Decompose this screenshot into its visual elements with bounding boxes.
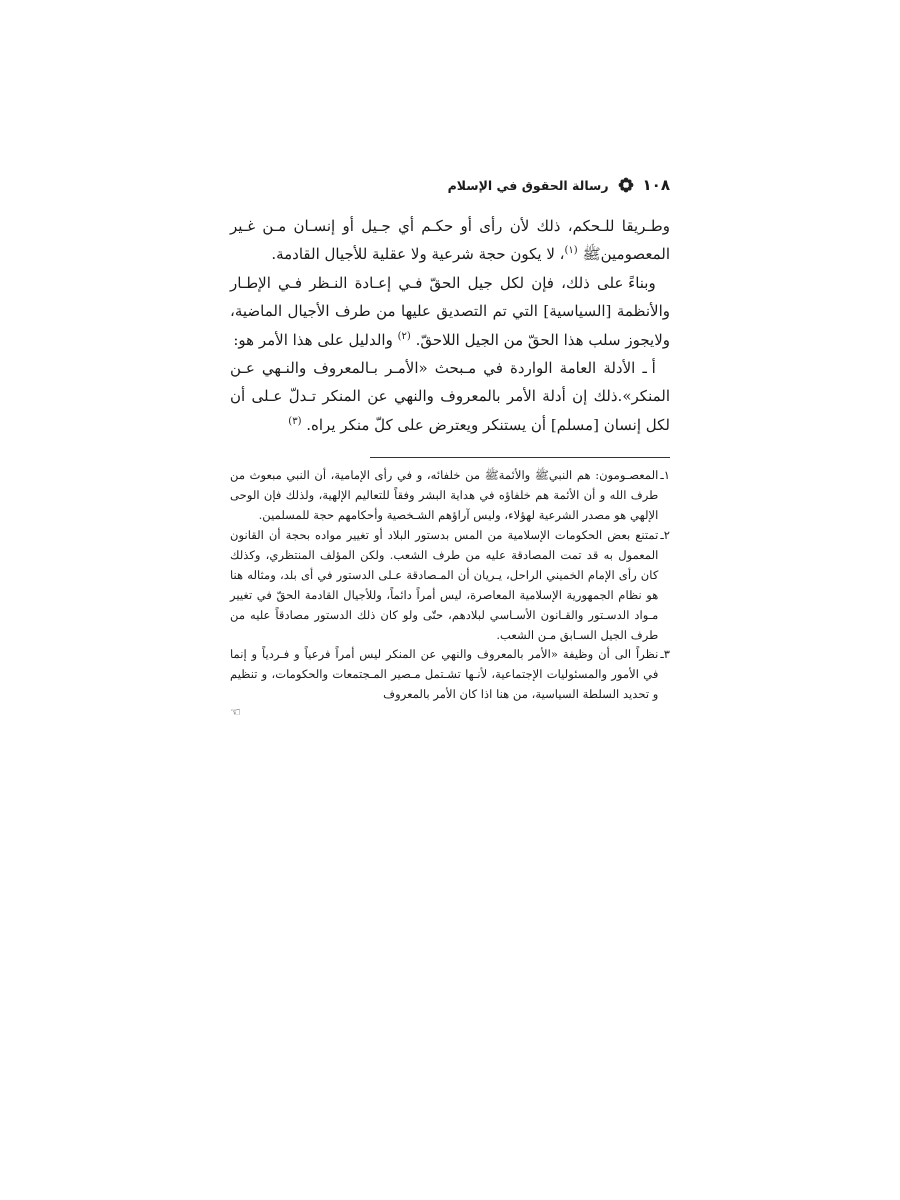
paragraph-text-continued: ، لا يكون حجة شرعية ولا عقلية للأجيال القادمة. [271, 245, 565, 264]
paragraph [230, 269, 670, 354]
page-number: ١٠٨ [642, 176, 670, 194]
footnote-text: تمتنع بعض الحكومات الإسلامية من المس بدستور البلاد أو تغيير مواده بحجة أن القانون المعمول به قد تمت المصادقة عليه من طرف الشعب. ولكن المؤلف المنتظري، وكذلك كان رأى الإمام الخميني الراحل، يـريان أن المـصادقة عـلى الدستور في أى بلد، ومثاله هنا هو نظام الجمهورية الإسلامية المعاصرة، ليس أمراً دائماً، وللأجيال القادمة الحقّ في تغيير مـواد الدسـتور والقـانون الأسـاسي لبلادهم، حتّى ولو كان ذلك الدستور مصادقاً عليه من طرف الجيل السـابق مـن الشعب. [230, 527, 659, 642]
footnotes [230, 466, 670, 719]
footnote-ref[interactable]: (٣) [288, 415, 302, 427]
footnote-number: ٢ـ [660, 527, 670, 542]
footnote-divider [370, 457, 670, 458]
running-header [230, 170, 670, 200]
honorific-mark: ﷺ [582, 245, 601, 264]
book-page [230, 170, 670, 719]
footnote-text: نظراً الى أن وظيفة «الأمر بالمعروف والنهي عن المنكر ليس أمراً فرعياً و فـردياً و إنما في الأمور والمسئوليات الإجتماعية، لأنـها تشـتمل مـصير المـجتمعات والحكومات، و تنظيم و تحديد السلطة السياسية، من هنا اذا كان الأمر بالمعروف [230, 647, 659, 702]
footnote-number: ١ـ [660, 468, 670, 483]
paragraph-text: وبناءً على ذلك، فإن لكل جيل الحقّ فـي إعـادة النـظر فـي الإطـار والأنظمة [السياسية] التي تم التصديق عليها من طرف الأجيال الماضية، ولايجوز سلب هذا الحقّ من الجيل اللاحقّ. [230, 273, 670, 349]
footnote [230, 526, 670, 645]
footnote-number: ٣ـ [660, 647, 670, 662]
footnote [230, 466, 670, 526]
body-text [230, 212, 670, 439]
paragraph [230, 212, 670, 269]
footnote-ref[interactable]: (١) [564, 245, 578, 257]
footnote-ref[interactable]: (٢) [397, 330, 411, 342]
paragraph [230, 354, 670, 439]
paragraph-text-continued: والدليل على هذا الأمر هو: [233, 330, 398, 349]
paragraph-text: أ ـ الأدلة العامة الواردة في مـبحث «الأمـر بـالمعروف والنـهي عـن المنكر».ذلك إن أدلة الأمر بالمعروف والنهي عن المنكر تـدلّ عـلى أن لكل إنسان [مسلم] أن يستنكر ويعترض على كلّ منكر يراه. [230, 359, 670, 434]
flower-ornament-icon [617, 176, 635, 194]
continuation-arrow-icon: ☜ [230, 705, 241, 720]
paragraph-text: وطـريقا للـحكم، ذلك لأن رأى أو حكـم أي جـيل أو إنسـان مـن غـير المعصومين [230, 217, 670, 264]
footnote-text: المعصـومون: هم النبيﷺ والأئمةﷺ من خلفائه، و في رأى الإمامية، أن النبي مبعوث من طرف الله و أن الأئمة هم خلفاؤه في هداية البشر وفقاً للتعاليم الإلهية، ولذلك فإن الوحى الإلهي هو مصدر الشرعية لهؤلاء، وليس آراؤهم الشـخصية وأحكامهم حجة للمسلمين. [230, 468, 659, 523]
footnote [230, 645, 670, 705]
running-title: رسالة الحقوق في الإسلام [447, 177, 609, 193]
